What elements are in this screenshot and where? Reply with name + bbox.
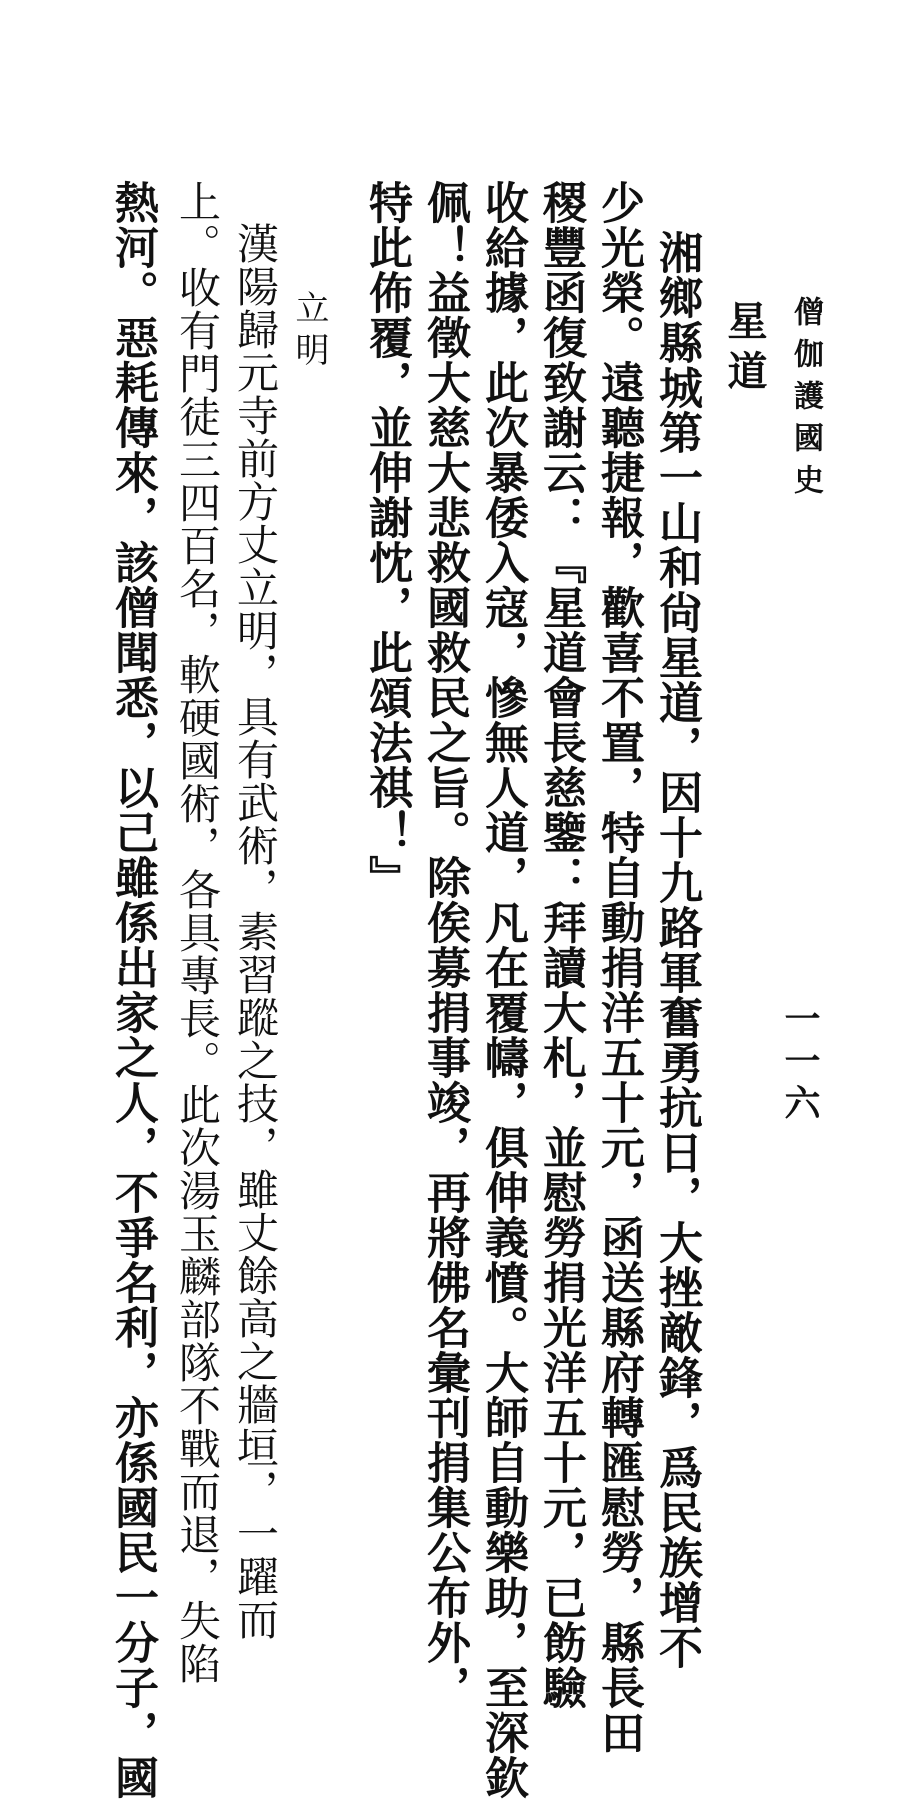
body-column: 稷豐函復致謝云：『星道會長慈鑒：拜讀大札，並慰勞捐光洋五十元，已飭驗 [535, 180, 586, 1710]
body-column: 熱河。惡耗傳來，該僧聞悉，以己雖係出家之人，不爭名利，亦係國民一分子，國 [107, 180, 158, 1800]
running-title: 僧伽護國史 [788, 296, 823, 506]
body-column: 湘鄉縣城第一山和尙星道，因十九路軍奮勇抗日，大挫敵鋒，爲民族增不 [651, 230, 702, 1670]
body-column: 少光榮。遠聽捷報，歡喜不置，特自動捐洋五十元，函送縣府轉匯慰勞，縣長田 [593, 180, 644, 1755]
body-column: 收給據，此次暴倭入寇，慘無人道，凡在覆幬，俱伸義憤。大師自動樂助，至深欽 [477, 180, 528, 1800]
body-column: 佩！益徵大慈大悲救國救民之旨。除俟募捐事竣，再將佛名彙刊捐集公布外， [419, 180, 470, 1710]
body-column: 上。收有門徒三四百名，軟硬國術，各具專長。此次湯玉麟部隊不戰而退，失陷 [173, 180, 222, 1685]
page-number: 一一六 [779, 1000, 821, 1126]
body-column: 漢陽歸元寺前方丈立明，具有武術，素習蹤之技，雖丈餘高之牆垣，一躍而 [231, 222, 280, 1641]
section-heading: 星道 [721, 300, 768, 400]
body-column: 特此佈覆，並伸謝忱，此頌法祺！』 [361, 180, 412, 900]
section-heading: 立明 [289, 290, 329, 374]
